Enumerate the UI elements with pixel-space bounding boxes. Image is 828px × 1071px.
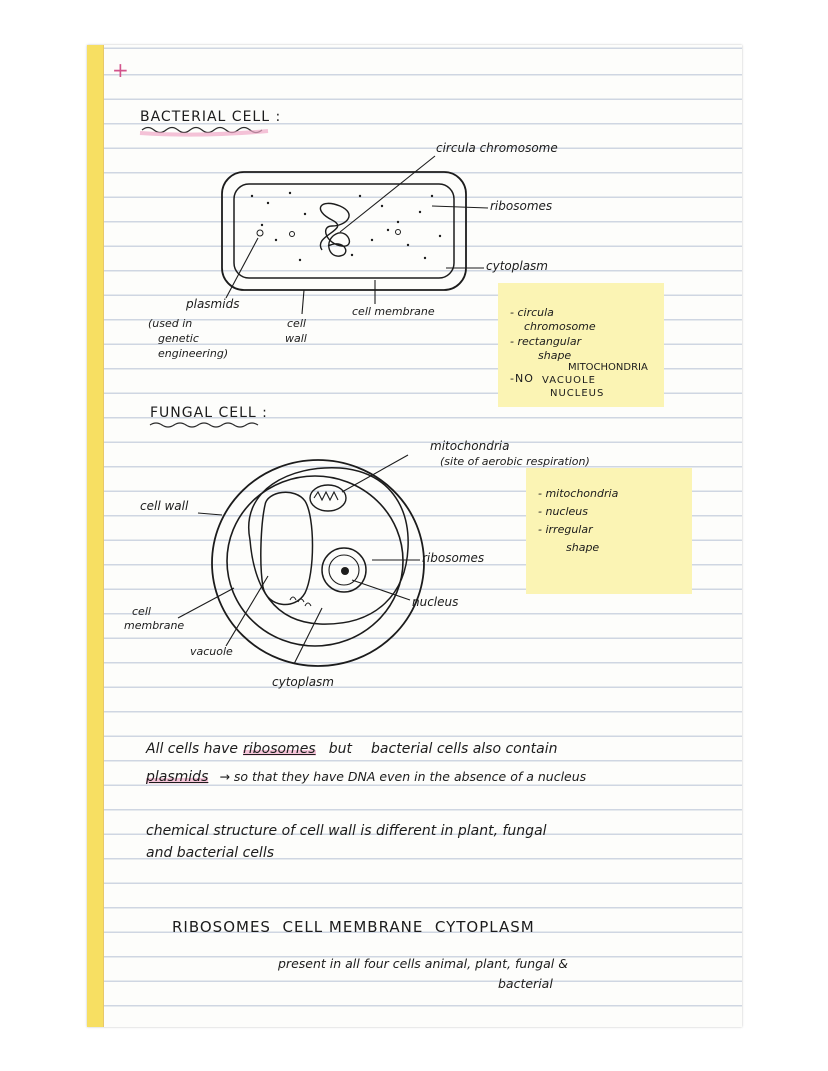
label-cell-membrane-fungal-2: membrane bbox=[124, 619, 185, 632]
label-mitochondria: mitochondria bbox=[430, 439, 510, 453]
summary-ribosomes-highlight: ribosomes bbox=[243, 741, 316, 757]
bacterial-cell-membrane bbox=[234, 184, 454, 278]
summary-present-line: present in all four cells animal, plant, fungal & bbox=[278, 956, 568, 971]
summary-plasmids-highlight: plasmids bbox=[146, 769, 209, 785]
label-vacuole: vacuole bbox=[190, 645, 233, 658]
summary-line-3: chemical structure of cell wall is different in plant, fungal bbox=[146, 823, 547, 839]
bacterial-cell-heading: BACTERIAL CELL : bbox=[140, 109, 282, 125]
fungal-sticky-note bbox=[526, 468, 692, 594]
chromosome-leader bbox=[340, 156, 435, 232]
plasmids-leader bbox=[226, 238, 258, 298]
nucleolus bbox=[341, 567, 349, 575]
label-mitochondria-note: (site of aerobic respiration) bbox=[440, 455, 590, 468]
label-cell-wall-fungal: cell wall bbox=[140, 499, 189, 513]
plasmid-3 bbox=[396, 230, 401, 235]
fungal-sticky-line-1: - mitochondria bbox=[538, 487, 619, 500]
label-cell-wall-1: cell bbox=[287, 317, 306, 330]
bacterial-sticky-note bbox=[498, 283, 664, 407]
bacterial-cell-wall bbox=[222, 172, 466, 290]
pink-plus-mark: + bbox=[112, 58, 129, 82]
summary-caps-line: RIBOSOMES CELL MEMBRANE CYTOPLASM bbox=[172, 918, 535, 936]
fungal-sticky-line-2: - nucleus bbox=[538, 505, 588, 518]
label-plasmids: plasmids bbox=[186, 297, 240, 311]
summary-present-line-2: bacterial bbox=[498, 976, 553, 991]
label-ribosomes-bacterial: ribosomes bbox=[490, 199, 553, 213]
sticky-line-2: chromosome bbox=[524, 320, 596, 333]
ribosomes-leader bbox=[432, 206, 488, 208]
summary-text-1d: bacterial cells also contain bbox=[371, 741, 558, 757]
sticky-line-6: MITOCHONDRIA bbox=[568, 362, 648, 373]
cytoplasm-leader-fungal bbox=[294, 608, 322, 664]
summary-line-4: and bacterial cells bbox=[146, 845, 275, 861]
summary-line-2 bbox=[146, 766, 586, 785]
fungal-cell-wall-outer bbox=[212, 460, 424, 666]
mitochondria-leader bbox=[342, 455, 408, 492]
label-cytoplasm-fungal: cytoplasm bbox=[272, 675, 334, 689]
label-circular-chromosome: circula chromosome bbox=[436, 141, 558, 155]
sticky-line-4: shape bbox=[538, 349, 572, 362]
summary-line-1 bbox=[146, 738, 557, 757]
mitochondrion-cristae bbox=[314, 492, 338, 500]
fungal-heading-underline bbox=[150, 423, 258, 427]
plasmid-2 bbox=[290, 232, 295, 237]
cell-wall-leader-fungal bbox=[198, 513, 222, 515]
cell-wall-leader bbox=[302, 290, 304, 314]
sticky-line-3: - rectangular bbox=[510, 335, 582, 348]
label-ribosomes-fungal: ribosomes bbox=[422, 551, 485, 565]
vacuole-leader bbox=[226, 576, 268, 646]
fungal-sticky-line-3: - irregular bbox=[538, 523, 593, 536]
label-cytoplasm-bacterial: cytoplasm bbox=[486, 259, 548, 273]
summary-text-1a: All cells have bbox=[146, 741, 238, 757]
plasmid-1 bbox=[257, 230, 263, 236]
summary-text-2b: → so that they have DNA even in the absence of a nucleus bbox=[219, 769, 587, 784]
mitochondrion bbox=[310, 485, 346, 511]
vacuole-outline bbox=[261, 492, 313, 604]
fungal-sticky-line-4: shape bbox=[566, 541, 600, 554]
sticky-line-1: - circula bbox=[510, 306, 554, 319]
summary-text-1c: but bbox=[328, 741, 352, 757]
label-plasmids-note-2: genetic bbox=[158, 332, 199, 345]
label-cell-membrane-fungal-1: cell bbox=[132, 605, 151, 618]
label-plasmids-note-3: engineering) bbox=[158, 347, 229, 360]
label-nucleus: nucleus bbox=[412, 595, 459, 609]
label-plasmids-note-1: (used in bbox=[148, 317, 193, 330]
label-cell-wall-2: wall bbox=[285, 332, 307, 345]
label-cell-membrane-bacterial: cell membrane bbox=[352, 305, 435, 318]
fungal-cell-heading: FUNGAL CELL : bbox=[150, 405, 268, 421]
sticky-line-8: NUCLEUS bbox=[550, 388, 605, 399]
nucleus-leader bbox=[352, 580, 410, 600]
circular-chromosome bbox=[320, 203, 349, 256]
sticky-line-5: -NO bbox=[510, 372, 534, 385]
sticky-line-7: VACUOLE bbox=[542, 375, 596, 386]
